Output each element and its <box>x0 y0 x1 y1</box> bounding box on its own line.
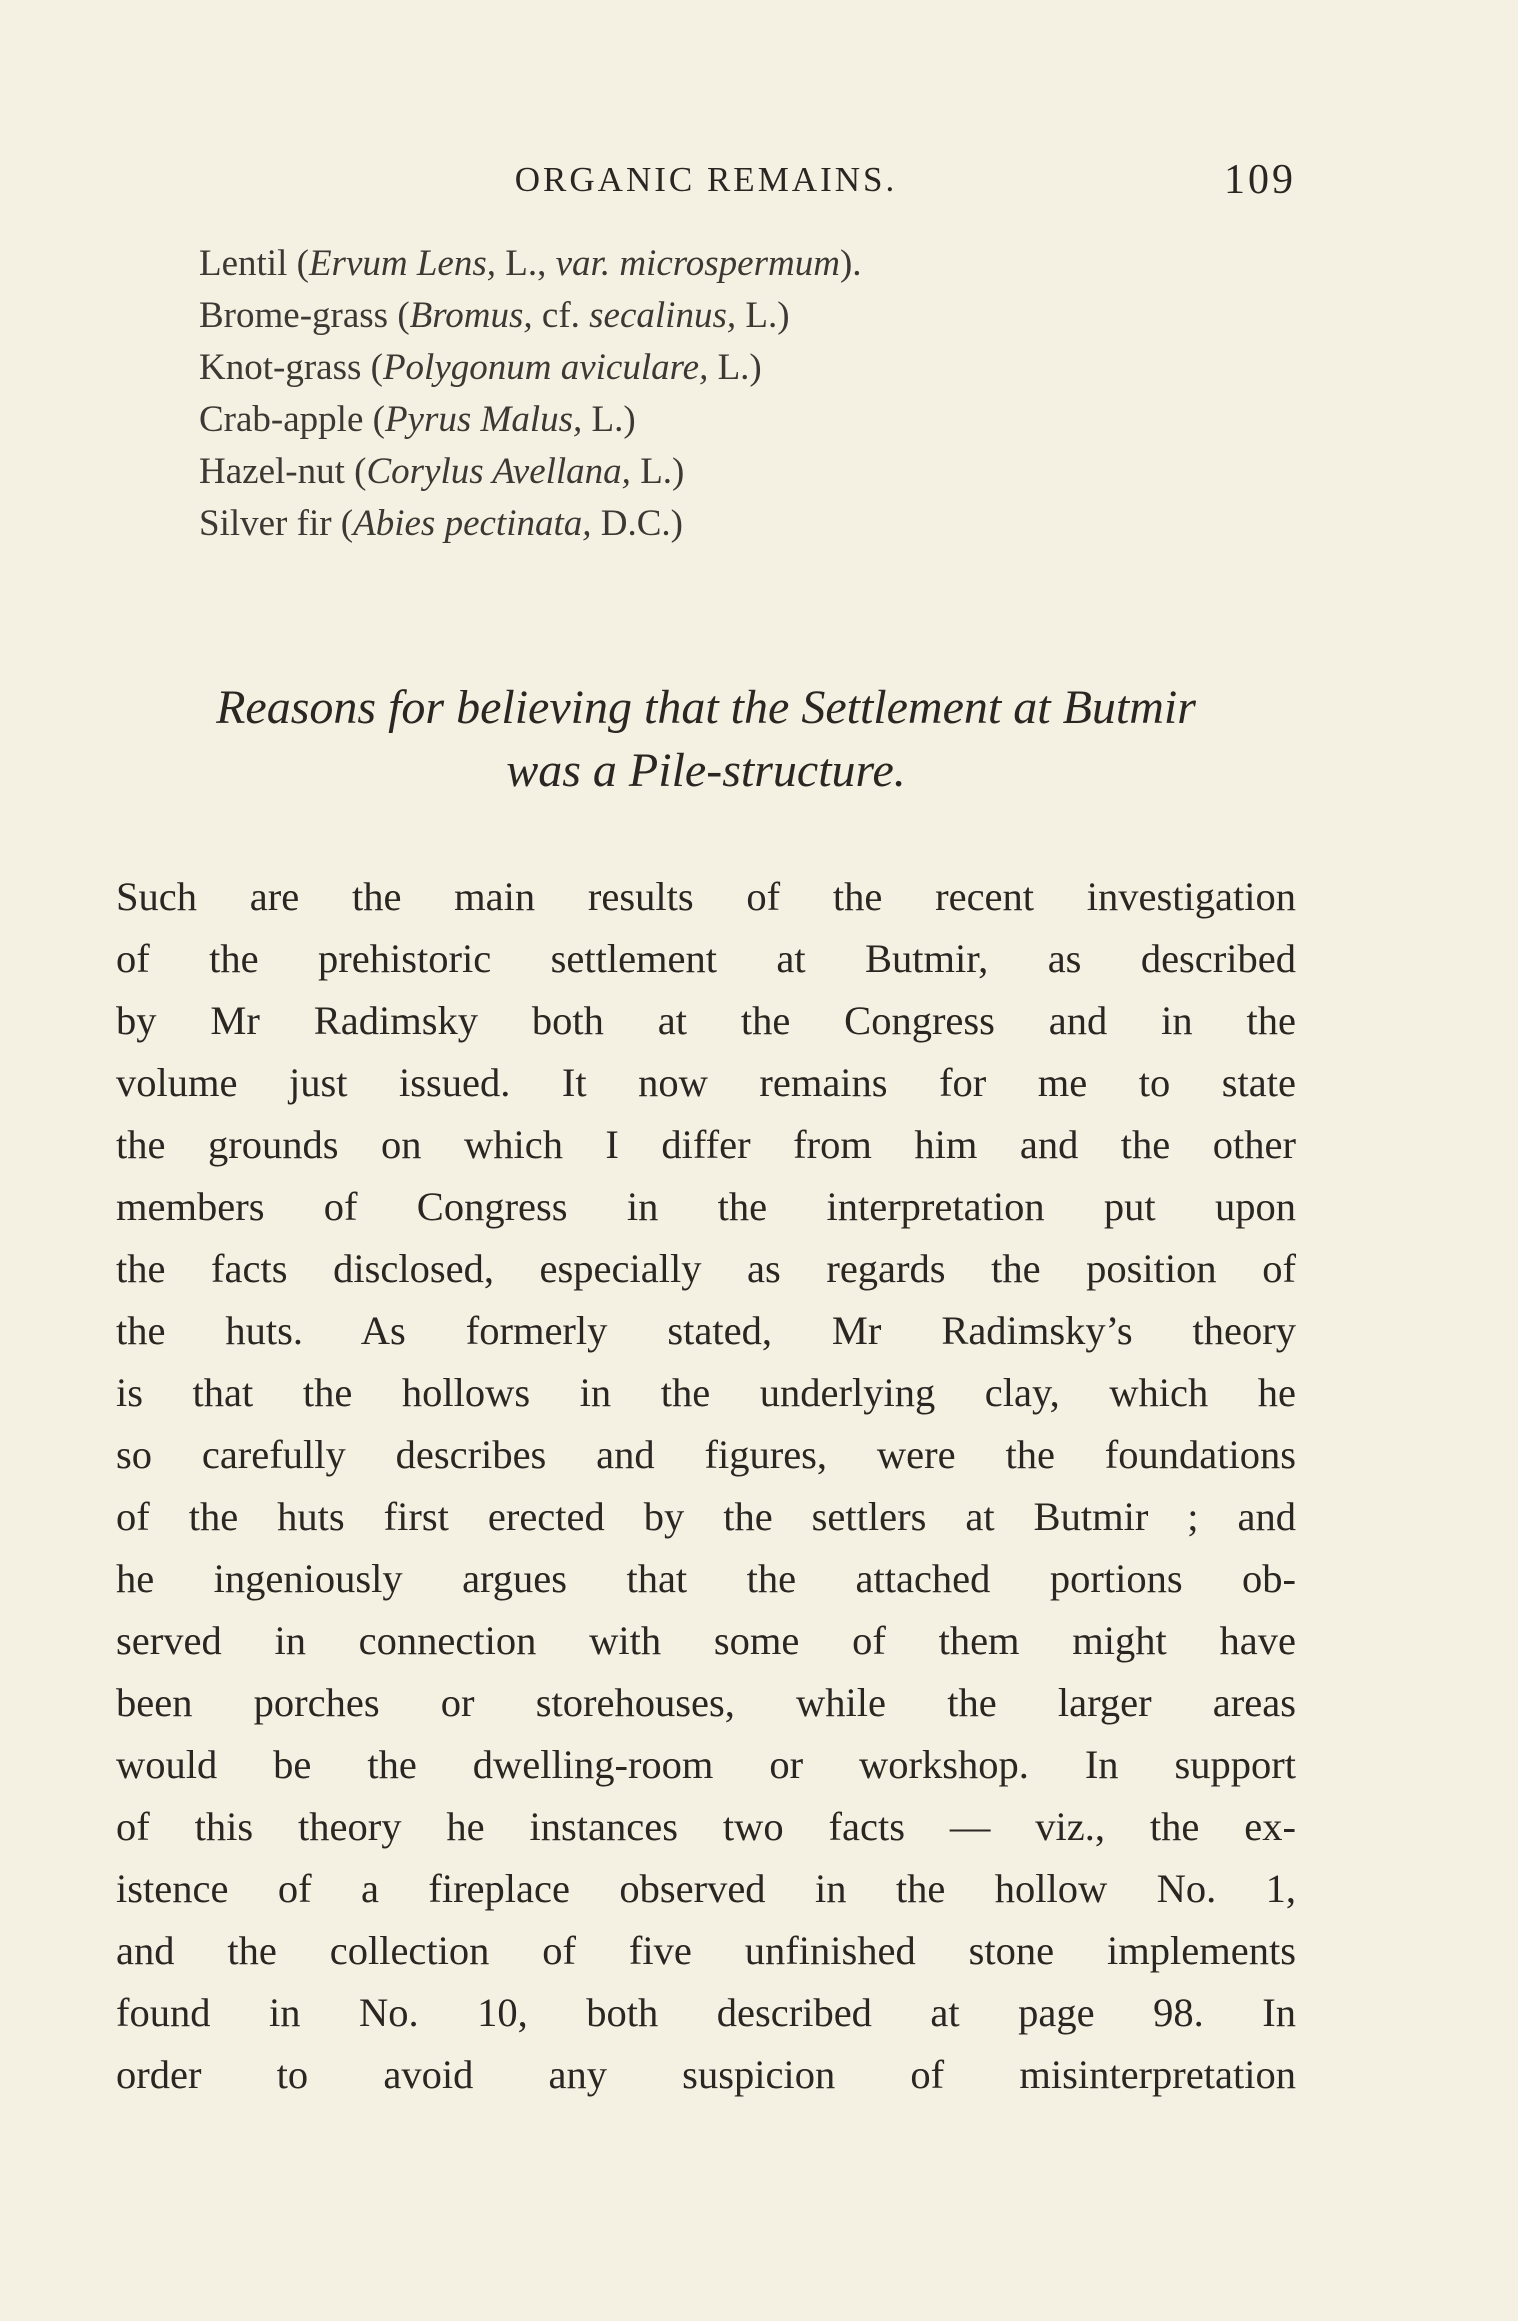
text-line: of the huts first erected by the settlers at Butmir ; and <box>116 1494 1296 1539</box>
species-common-name: Hazel-nut ( <box>199 451 367 492</box>
section-heading-line: was a Pile-structure. <box>506 744 906 797</box>
text-line: the facts disclosed, especially as regards the position of <box>116 1246 1296 1291</box>
section-heading <box>116 676 1296 802</box>
species-tail: L.) <box>736 295 790 336</box>
text-line: by Mr Radimsky both at the Congress and in the <box>116 998 1296 1043</box>
species-common-name: Knot-grass ( <box>199 347 383 388</box>
species-latin-name: Pyrus Malus, <box>384 399 583 440</box>
species-item <box>199 446 862 498</box>
running-head <box>116 150 1296 210</box>
species-common-name: Crab-apple ( <box>199 399 385 440</box>
text-line: and the collection of five unfinished stone implements <box>116 1928 1296 1973</box>
species-list <box>199 238 862 550</box>
species-common-name: Lentil ( <box>199 243 309 284</box>
species-item <box>199 498 862 550</box>
body-paragraph <box>116 866 1296 2106</box>
text-line: members of Congress in the interpretation put upon <box>116 1184 1296 1229</box>
text-line: the grounds on which I differ from him and the other <box>116 1122 1296 1167</box>
text-line: would be the dwelling-room or workshop. In support <box>116 1742 1296 1787</box>
species-author: cf. <box>532 295 590 336</box>
section-heading-line: Reasons for believing that the Settlement at Butmir <box>216 681 1196 734</box>
species-author: D.C.) <box>591 503 683 544</box>
text-line: order to avoid any suspicion of misinterpretation <box>116 2052 1296 2097</box>
text-line: found in No. 10, both described at page 98. In <box>116 1990 1296 2035</box>
species-latin-name: Polygonum aviculare, <box>382 347 709 388</box>
species-author: L.) <box>630 451 685 492</box>
species-latin-name: Abies pectinata, <box>353 503 592 544</box>
text-line: so carefully describes and figures, were the foundations <box>116 1432 1296 1477</box>
running-title: ORGANIC REMAINS. <box>514 160 898 199</box>
species-common-name: Brome-grass ( <box>199 295 410 336</box>
species-variety: secalinus, <box>589 295 737 336</box>
text-line: of this theory he instances two facts — viz., the ex- <box>116 1804 1296 1849</box>
text-line: volume just issued. It now remains for me to state <box>116 1060 1296 1105</box>
species-common-name: Silver fir ( <box>199 503 354 544</box>
text-line: he ingeniously argues that the attached portions ob- <box>116 1556 1296 1601</box>
text-line: istence of a fireplace observed in the hollow No. 1, <box>116 1866 1296 1911</box>
species-item <box>199 238 862 290</box>
species-latin-name: Bromus, <box>409 295 533 336</box>
text-line: been porches or storehouses, while the larger areas <box>116 1680 1296 1725</box>
species-author: L.) <box>708 347 762 388</box>
species-tail: ). <box>839 243 862 284</box>
text-line: the huts. As formerly stated, Mr Radimsky’s theory <box>116 1308 1296 1353</box>
species-author: L.) <box>582 399 636 440</box>
species-latin-name: Corylus Avellana, <box>366 451 631 492</box>
species-latin-name: Ervum Lens, <box>308 243 496 284</box>
text-line: is that the hollows in the underlying clay, which he <box>116 1370 1296 1415</box>
species-item <box>199 394 862 446</box>
species-author: L., <box>495 243 556 284</box>
text-line: Such are the main results of the recent investigation <box>116 874 1296 919</box>
text-line: of the prehistoric settlement at Butmir, as described <box>116 936 1296 981</box>
species-item <box>199 290 862 342</box>
species-variety: var. microspermum <box>555 243 840 284</box>
page-number: 109 <box>1224 157 1296 203</box>
text-line: served in connection with some of them might have <box>116 1618 1296 1663</box>
species-item <box>199 342 862 394</box>
